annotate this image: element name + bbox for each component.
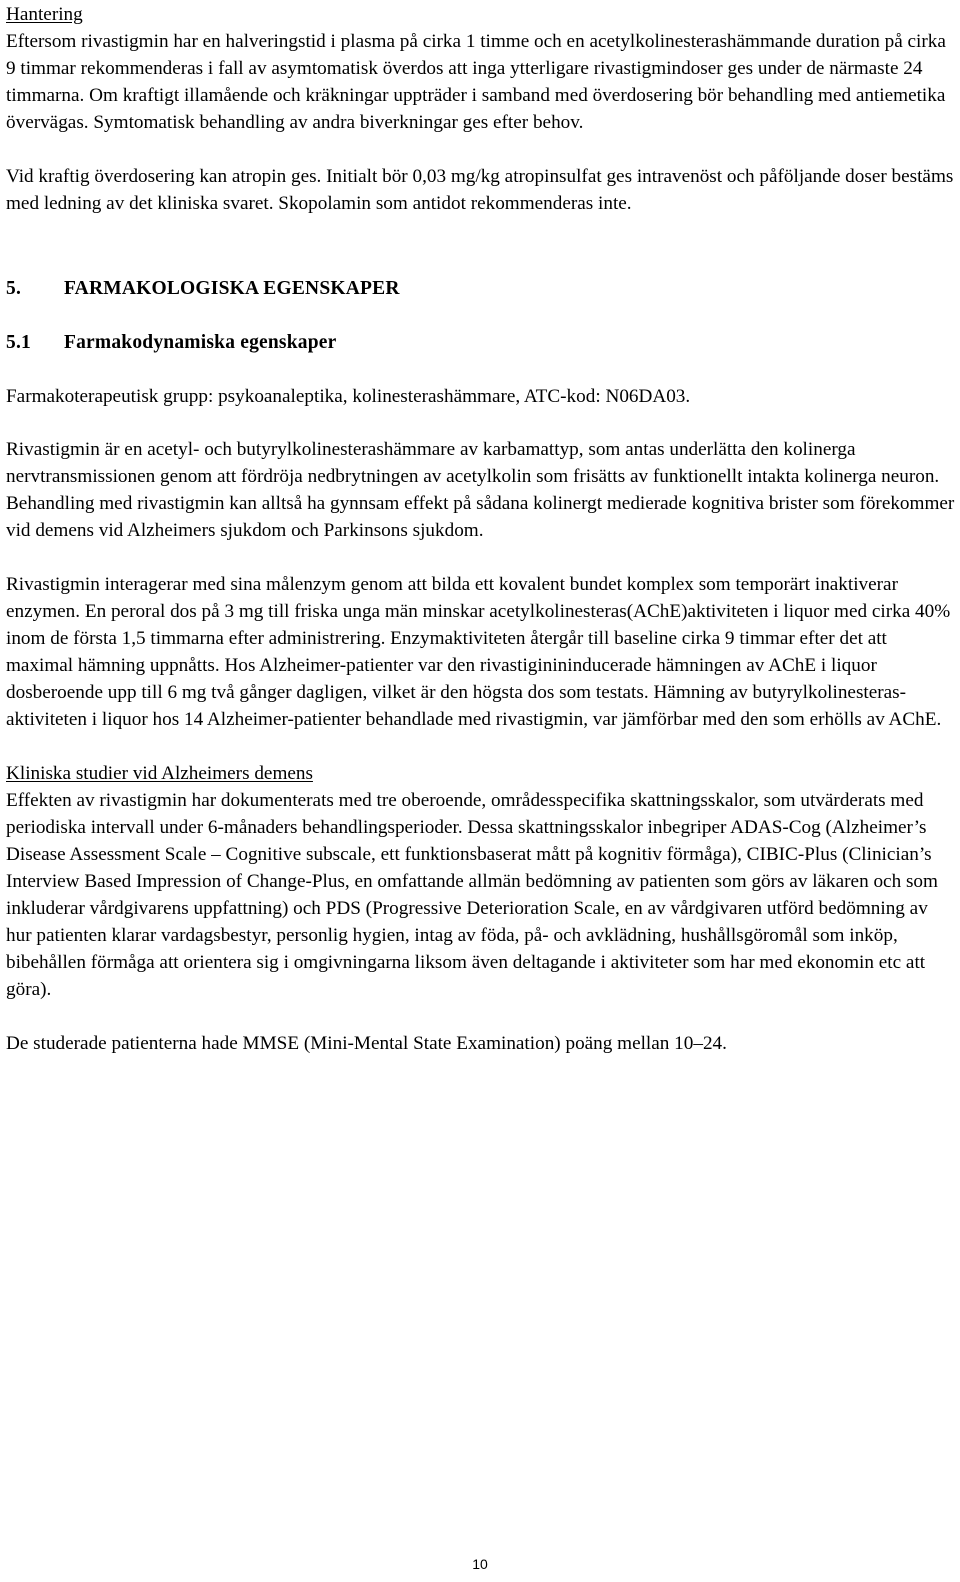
- section-5-number: 5.: [6, 278, 22, 299]
- kliniska-paragraph-1: Effekten av rivastigmin har dokumenterats med tre oberoende, områdesspecifika skattningsskalor, som utvärderats med periodiska intervall under 6-månaders behandlingsperioder. Dessa skattningsskalor inbegriper ADAS-Cog (Alzheimer’s Disease Assessment Scale – Cognitive subscale, ett funktionsbaserat mått på kognitiv förmåga), CIBIC-Plus (Clinician’s Interview Based Impression of Change-Plus, en omfattande allmän bedömning av patienten som görs av läkaren och som inkluderar vårdgivarens uppfattning) och PDS (Progressive Deterioration Scale, en av vårdgivaren utförd bedömning av hur patienten klarar vardagsbestyr, personlig hygien, intag av föda, på- och avklädning, hushållsgöromål som inköp, bibehållen förmåga att orientera sig i omgivningarna liksom även deltagande i aktiviteter som har med ekonomin etc att göra).: [6, 790, 938, 1000]
- section-5-1-title: Farmakodynamiska egenskaper: [64, 332, 337, 353]
- hantering-paragraph-1: Eftersom rivastigmin har en halveringstid i plasma på cirka 1 timme och en acetylkolinesterashämmande duration på cirka 9 timmar rekommenderas i fall av asymtomatisk överdos att inga ytterligare rivastigmindoser ges under de närmaste 24 timmarna. Om kraftigt illamående och kräkningar uppträder i samband med överdosering bör behandling med antiemetika övervägas. Symtomatisk behandling av andra biverkningar ges efter behov.: [6, 31, 946, 133]
- kliniska-studier-heading: Kliniska studier vid Alzheimers demens: [6, 763, 313, 784]
- pharmacodynamics-paragraph-1: Rivastigmin är en acetyl- och butyrylkolinesterashämmare av karbamattyp, som antas underlätta den kolinerga nervtransmissionen genom att fördröja nedbrytningen av acetylkolin som frisätts av funktionellt intakta kolinerga neuron. Behandling med rivastigmin kan alltså ha gynnsam effekt på sådana kolinergt medierade kognitiva brister som förekommer vid demens vid Alzheimers sjukdom och Parkinsons sjukdom.: [6, 439, 955, 541]
- section-5-1-heading: [6, 329, 956, 357]
- page-number: 10: [472, 1556, 488, 1572]
- hantering-paragraph-2: Vid kraftig överdosering kan atropin ges. Initialt bör 0,03 mg/kg atropinsulfat ges intravenöst och påföljande doser bestäms med ledning av det kliniska svaret. Skopolamin som antidot rekommenderas inte.: [6, 166, 954, 214]
- section-5-1-number: 5.1: [6, 332, 31, 353]
- section-5-title: FARMAKOLOGISKA EGENSKAPER: [64, 278, 400, 299]
- pharmacodynamics-paragraph-2: Rivastigmin interagerar med sina målenzym genom att bilda ett kovalent bundet komplex som temporärt inaktiverar enzymen. En peroral dos på 3 mg till friska unga män minskar acetylkolinesteras(AChE)aktiviteten i liquor med cirka 40% inom de första 1,5 timmarna efter administrering. Enzymaktiviteten återgår till baseline cirka 9 timmar efter det att maximal hämning uppnåtts. Hos Alzheimer-patienter var den rivastiginininducerade hämningen av AChE i liquor dosberoende upp till 6 mg två gånger dagligen, vilket är den högsta dos som testats. Hämning av butyrylkolinesteras-aktiviteten i liquor hos 14 Alzheimer-patienter behandlade med rivastigmin, var jämförbar med den som erhölls av AChE.: [6, 574, 951, 730]
- document-page: [6, 0, 956, 1057]
- section-5-heading: [6, 275, 956, 303]
- pharmacotherapeutic-group: Farmakoterapeutisk grupp: psykoanaleptika, kolinesterashämmare, ATC-kod: N06DA03.: [6, 386, 691, 407]
- kliniska-paragraph-2: De studerade patienterna hade MMSE (Mini-Mental State Examination) poäng mellan 10–24.: [6, 1033, 727, 1054]
- hantering-heading: Hantering: [6, 4, 83, 25]
